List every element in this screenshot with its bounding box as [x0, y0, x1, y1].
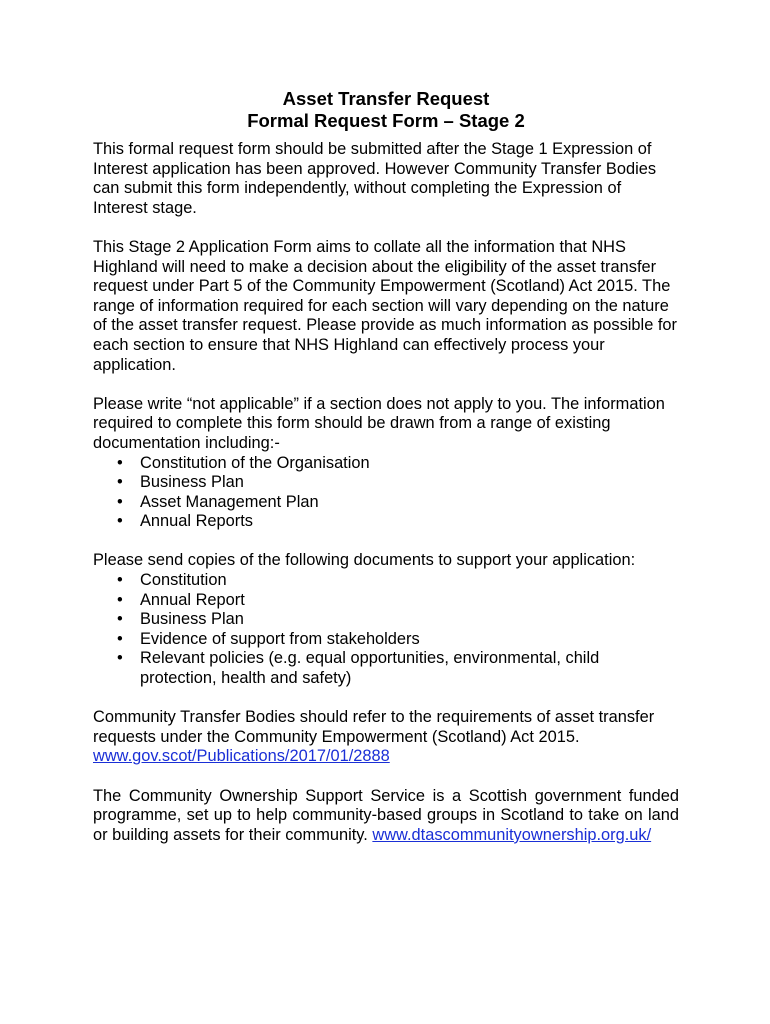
document-page	[93, 88, 679, 865]
bullet-icon: •	[117, 473, 123, 492]
list-item: • Annual Reports	[117, 512, 253, 531]
bullet-icon: •	[117, 590, 123, 609]
list-item: • Constitution of the Organisation	[117, 453, 370, 472]
title-line-2: Formal Request Form – Stage 2	[247, 110, 525, 131]
list-item: • Annual Report	[117, 590, 245, 609]
purpose-paragraph: This Stage 2 Application Form aims to collate all the information that NHS Highland will need to make a decision about the eligibility of the asset transfer request under Part 5 of the Community Empowerment (Scotland) Act 2015. The range of information required for each section will vary depending on the nature of the asset transfer request. Please provide as much information as possible for each section to ensure that NHS Highland can effectively process your application.	[93, 237, 677, 374]
list-item: • Business Plan	[117, 473, 244, 492]
intro-paragraph: This formal request form should be submitted after the Stage 1 Expression of Interest application has been approved. However Community Transfer Bodies can submit this form independently, without completing the Expression of Interest stage.	[93, 140, 657, 217]
existing-documentation-list	[93, 454, 679, 532]
bullet-icon: •	[117, 453, 123, 472]
requirements-paragraph: Community Transfer Bodies should refer to the requirements of asset transfer requests under the Community Empowerment (Scotland) Act 2015. www.gov.scot/Publications/2017/01/2888	[93, 708, 655, 766]
bullet-icon: •	[117, 649, 123, 668]
list-item: • Relevant policies (e.g. equal opportunities, environmental, child protection, health and safety)	[117, 649, 600, 688]
list-item: • Business Plan	[117, 610, 244, 629]
send-copies-paragraph: Please send copies of the following documents to support your application:	[93, 551, 636, 570]
ownership-support-paragraph: The Community Ownership Support Service is a Scottish government funded programme, set up to help community-based groups in Scotland to take on land or building assets for their community. www.dtascommunityownership.org.uk/	[93, 786, 679, 844]
supporting-documents-list	[93, 571, 679, 689]
gov-scot-link[interactable]: www.gov.scot/Publications/2017/01/2888	[93, 747, 390, 766]
bullet-icon: •	[117, 610, 123, 629]
bullet-icon: •	[117, 571, 123, 590]
list-item: • Constitution	[117, 571, 227, 590]
list-item: • Asset Management Plan	[117, 492, 319, 511]
bullet-icon: •	[117, 629, 123, 648]
bullet-icon: •	[117, 492, 123, 511]
title-line-1: Asset Transfer Request	[282, 88, 490, 109]
not-applicable-paragraph: Please write “not applicable” if a section does not apply to you. The information required to complete this form should be drawn from a range of existing documentation including:-	[93, 394, 665, 452]
document-title	[93, 88, 679, 132]
list-item: • Evidence of support from stakeholders	[117, 629, 420, 648]
dtas-link[interactable]: www.dtascommunityownership.org.uk/	[372, 825, 652, 844]
bullet-icon: •	[117, 512, 123, 531]
